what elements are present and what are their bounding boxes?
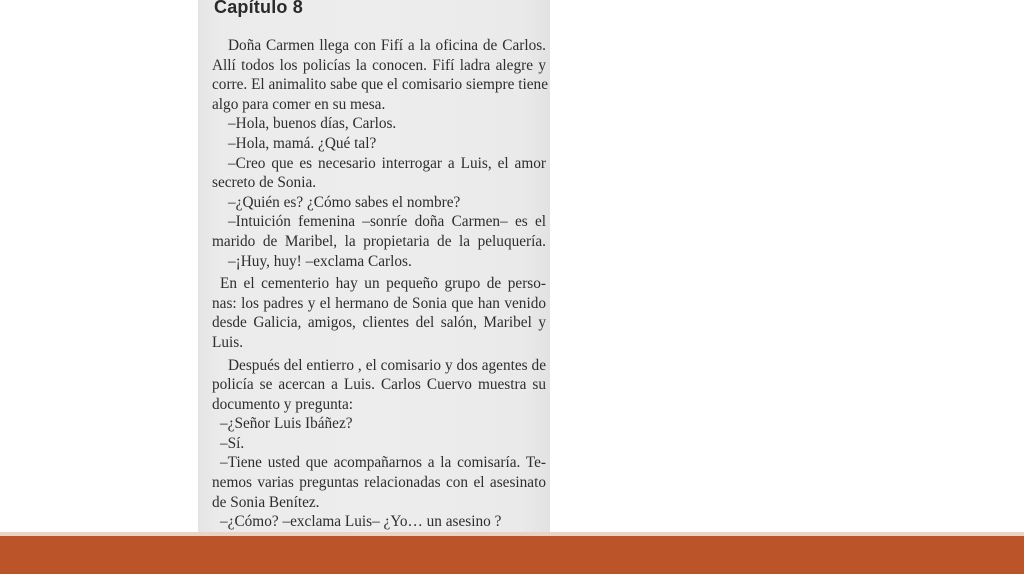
text-line: –Intuición femenina –sonríe doña Carmen– es el [228, 213, 546, 231]
text-line: marido de Maribel, la propietaria de la peluquería. [212, 232, 546, 250]
text-line: –Tiene usted que acompañarnos a la comisaría. Te- [220, 454, 546, 472]
text-line: Doña Carmen llega con Fifí a la oficina de Carlos. [228, 37, 546, 54]
text-line: Luis. [212, 333, 244, 351]
text-line: –¿Señor Luis Ibáñez? [220, 415, 353, 433]
text-line: Después del entierro , el comisario y dos agentes de [228, 356, 546, 374]
chapter-body [212, 36, 546, 532]
text-line: –Hola, buenos días, Carlos. [228, 115, 397, 133]
text-line: –Sí. [220, 434, 245, 452]
text-line: –¿Cómo? –exclama Luis– ¿Yo… un asesino ? [220, 513, 502, 531]
text-line: –¡Huy, huy! –exclama Carlos. [228, 252, 412, 270]
text-line: En el cementerio hay un pequeño grupo de perso- [220, 275, 546, 293]
text-line: nemos varias preguntas relacionadas con el asesinato [212, 474, 546, 492]
text-line: documento y pregunta: [212, 395, 354, 413]
text-line: secreto de Sonia. [212, 174, 317, 192]
text-line: algo para comer en su mesa. [212, 95, 386, 113]
text-line: de Sonia Benítez. [212, 493, 320, 511]
text-line: corre. El animalito sabe que el comisario siempre tiene [212, 76, 548, 94]
text-line: nas: los padres y el hermano de Sonia que han venido [212, 294, 546, 312]
text-line: policía se acercan a Luis. Carlos Cuervo muestra su [212, 376, 546, 394]
chapter-title: Capítulo 8 [214, 0, 304, 17]
footer-band [0, 536, 1024, 574]
text-line: desde Galicia, amigos, clientes del salón, Maribel y [212, 314, 546, 332]
text-line: –Creo que es necesario interrogar a Luis, el amor [228, 154, 546, 172]
text-line: –¿Quién es? ¿Cómo sabes el nombre? [228, 193, 461, 211]
text-line: Allí todos los policías la conocen. Fifí ladra alegre y [212, 56, 546, 74]
text-line: –Hola, mamá. ¿Qué tal? [228, 134, 377, 152]
book-page-scan [198, 0, 550, 532]
